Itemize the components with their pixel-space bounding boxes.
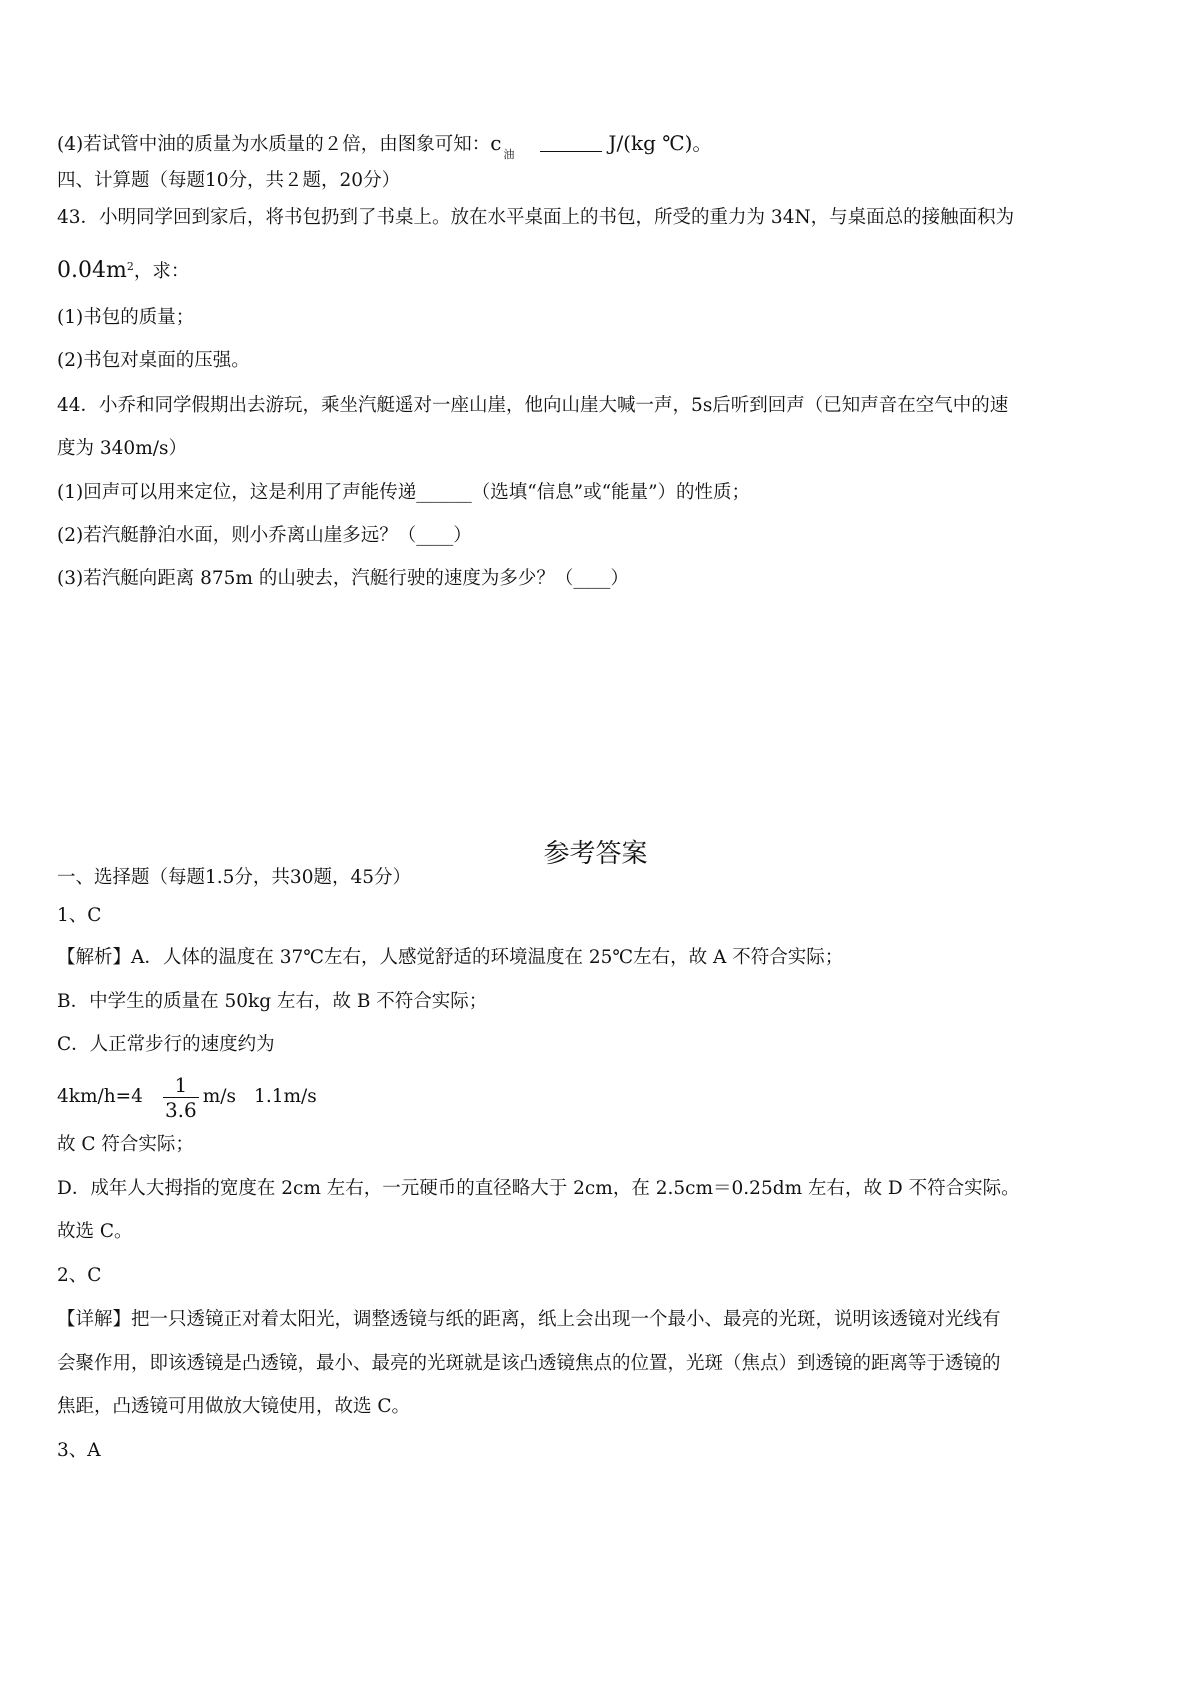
answer-1-choose: 故选 C。	[57, 1221, 133, 1242]
formula-unit: m/s	[202, 1086, 237, 1107]
q43-sub2: (2)书包对桌面的压强。	[57, 350, 250, 371]
section4-title: 四、计算题（每题10分，共２题，20分）	[57, 170, 401, 191]
answer-2-line1: 【详解】把一只透镜正对着太阳光，调整透镜与纸的距离，纸上会出现一个最小、最亮的光斑，说明该透镜对光线有	[57, 1309, 1001, 1330]
unit-text: J/(kg ℃)。	[608, 131, 713, 155]
area-exponent: 2	[126, 260, 134, 273]
area-value: 0.04m	[57, 258, 127, 283]
q43-line1: 43．小明同学回到家后，将书包扔到了书桌上。放在水平桌面上的书包，所受的重力为 34N，与桌面总的接触面积为	[57, 207, 1015, 228]
q44-line2: 度为 340m/s）	[57, 438, 187, 459]
area-tail: ，求：	[133, 261, 190, 282]
answer-1-c2: 故 C 符合实际；	[57, 1134, 194, 1155]
answer-2-line3: 焦距，凸透镜可用做放大镜使用，故选 C。	[57, 1396, 411, 1417]
q44-sub2: (2)若汽艇静泊水面，则小乔离山崖多远？（____）	[57, 525, 472, 546]
answer-2-line2: 会聚作用，即该透镜是凸透镜，最小、最亮的光斑就是该凸透镜焦点的位置，光斑（焦点）到透镜的距离等于透镜的	[57, 1353, 1001, 1374]
c-symbol: c	[490, 131, 502, 155]
answer-1: 1、C	[57, 905, 102, 926]
answer-2: 2、C	[57, 1265, 102, 1286]
c-subscript: 油	[503, 148, 515, 161]
formula-left: 4km/h=4	[57, 1086, 143, 1107]
answer-1-analysis: 【解析】A．人体的温度在 37℃左右，人感觉舒适的环境温度在 25℃左右，故 A 不符合实际；	[57, 947, 844, 968]
q44-sub3: (3)若汽艇向距离 875m 的山驶去，汽艇行驶的速度为多少？（____）	[57, 568, 629, 589]
q43-sub1: (1)书包的质量；	[57, 307, 195, 328]
answer-1-b: B．中学生的质量在 50kg 左右，故 B 不符合实际；	[57, 991, 488, 1012]
answer-blank	[540, 133, 602, 152]
fraction-numerator: 1	[174, 1072, 188, 1097]
q44-line1: 44．小乔和同学假期出去游玩，乘坐汽艇遥对一座山崖，他向山崖大喊一声，5s后听到回声（已知声音在空气中的速	[57, 395, 1009, 416]
formula-approx: 1.1m/s	[254, 1086, 317, 1107]
answer-title: 参考答案	[543, 839, 648, 869]
q42-part4-text: (4)若试管中油的质量为水质量的２倍，由图象可知：	[57, 134, 491, 155]
fraction	[163, 1073, 199, 1122]
q43-area-line	[57, 255, 189, 284]
q42-part4-line	[57, 131, 712, 167]
q44-sub1: (1)回声可以用来定位，这是利用了声能传递______（选填“信息”或“能量”）的性质；	[57, 482, 751, 503]
answer-3: 3、A	[57, 1440, 101, 1461]
fraction-denominator: 3.6	[164, 1097, 197, 1122]
answers-section1-title: 一、选择题（每题1.5分，共30题，45分）	[57, 867, 412, 888]
answer-1-d: D．成年人大拇指的宽度在 2cm 左右，一元硬币的直径略大于 2cm，在 2.5cm＝0.25dm 左右，故 D 不符合实际。	[57, 1178, 1020, 1199]
speed-formula	[57, 1066, 317, 1128]
answer-1-c: C．人正常步行的速度约为	[57, 1034, 275, 1055]
